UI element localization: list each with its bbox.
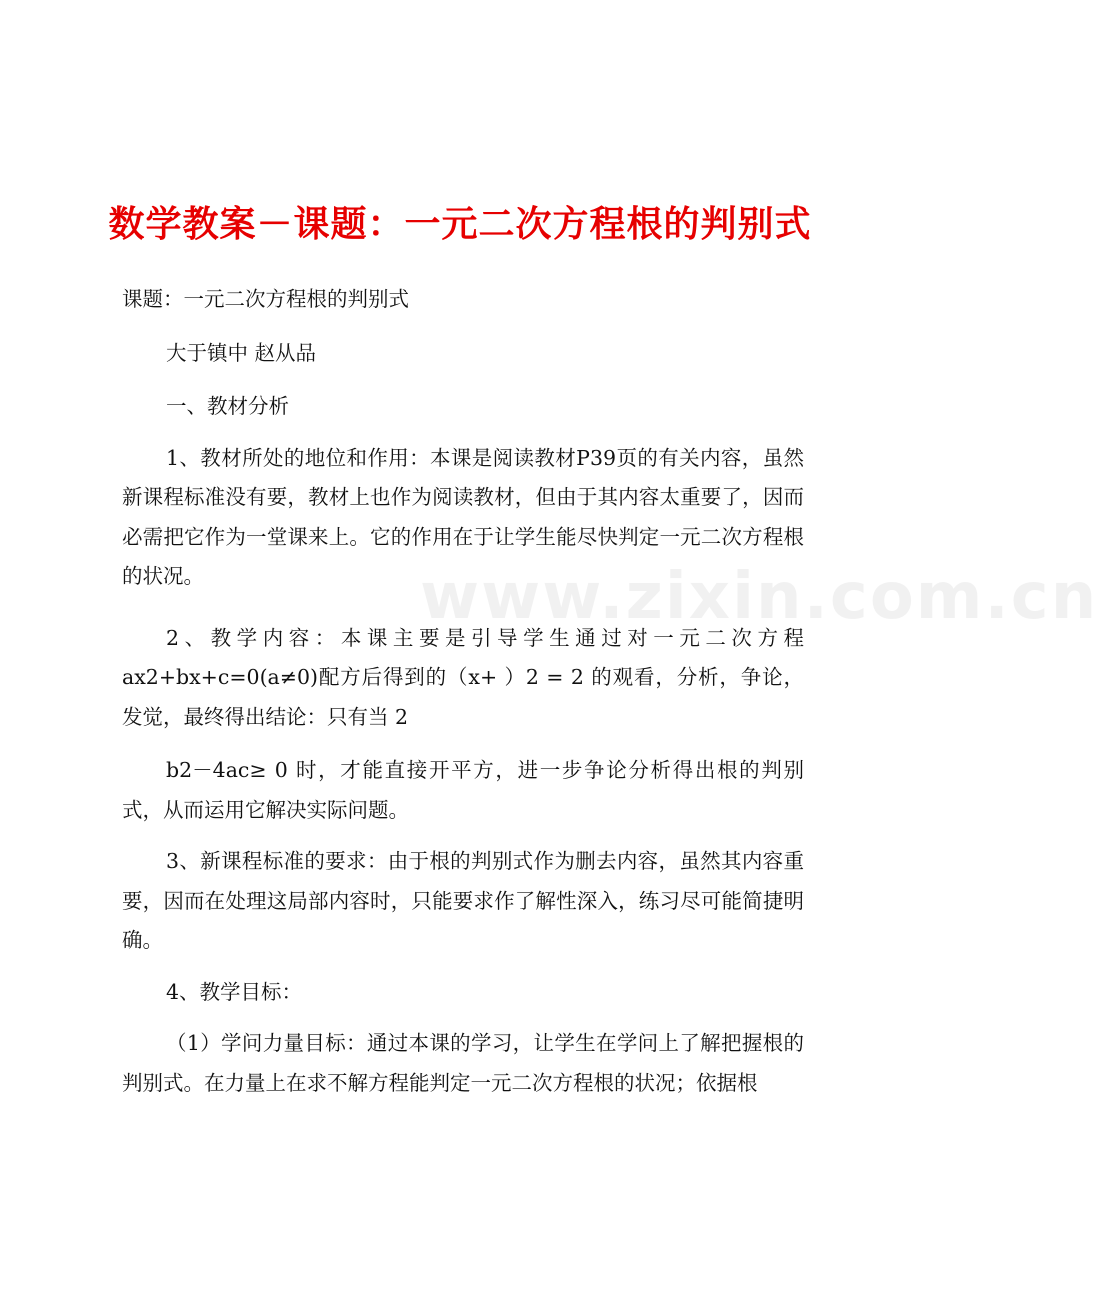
paragraph-position-and-role: 1、教材所处的地位和作用：本课是阅读教材P39页的有关内容，虽然新课程标准没有要，教材上也作为阅读教材，但由于其内容太重要了，因而必需把它作为一堂课来上。它的作用在于让学生能尽快判定一元二次方程根的状况。 xyxy=(122,445,804,588)
document-body xyxy=(122,280,804,1103)
watermark: www.zixin.com.cn xyxy=(420,560,1098,634)
section-heading-textbook-analysis: 一、教材分析 xyxy=(166,394,289,418)
paragraph-teaching-goals: 4、教学目标： xyxy=(166,979,303,1004)
paragraph-knowledge-ability-goal: （1）学问力量目标：通过本课的学习，让学生在学问上了解把握根的判别式。在力量上在求不解方程能判定一元二次方程根的状况；依据根 xyxy=(122,1031,804,1095)
document-title: 数学教案－课题：一元二次方程根的判别式 xyxy=(108,203,812,245)
paragraph-curriculum-requirements: 3、新课程标准的要求：由于根的判别式作为删去内容，虽然其内容重要，因而在处理这局部内容时，只能要求作了解性深入，练习尽可能简捷明确。 xyxy=(122,849,804,952)
paragraph-discriminant: b2－4ac≥ 0 时，才能直接开平方，进一步争论分析得出根的判别式，从而运用它解决实际问题。 xyxy=(122,758,804,822)
paragraph-author: 大于镇中 赵从品 xyxy=(166,340,317,365)
paragraph-subject: 课题：一元二次方程根的判别式 xyxy=(122,287,409,311)
paragraph-teaching-content: 2、教学内容：本课主要是引导学生通过对一元二次方程ax2+bx+c=0(a≠0)配方后得到的（x+ ）2 = 2 的观看，分析，争论，发觉，最终得出结论：只有当 2 xyxy=(122,625,804,729)
